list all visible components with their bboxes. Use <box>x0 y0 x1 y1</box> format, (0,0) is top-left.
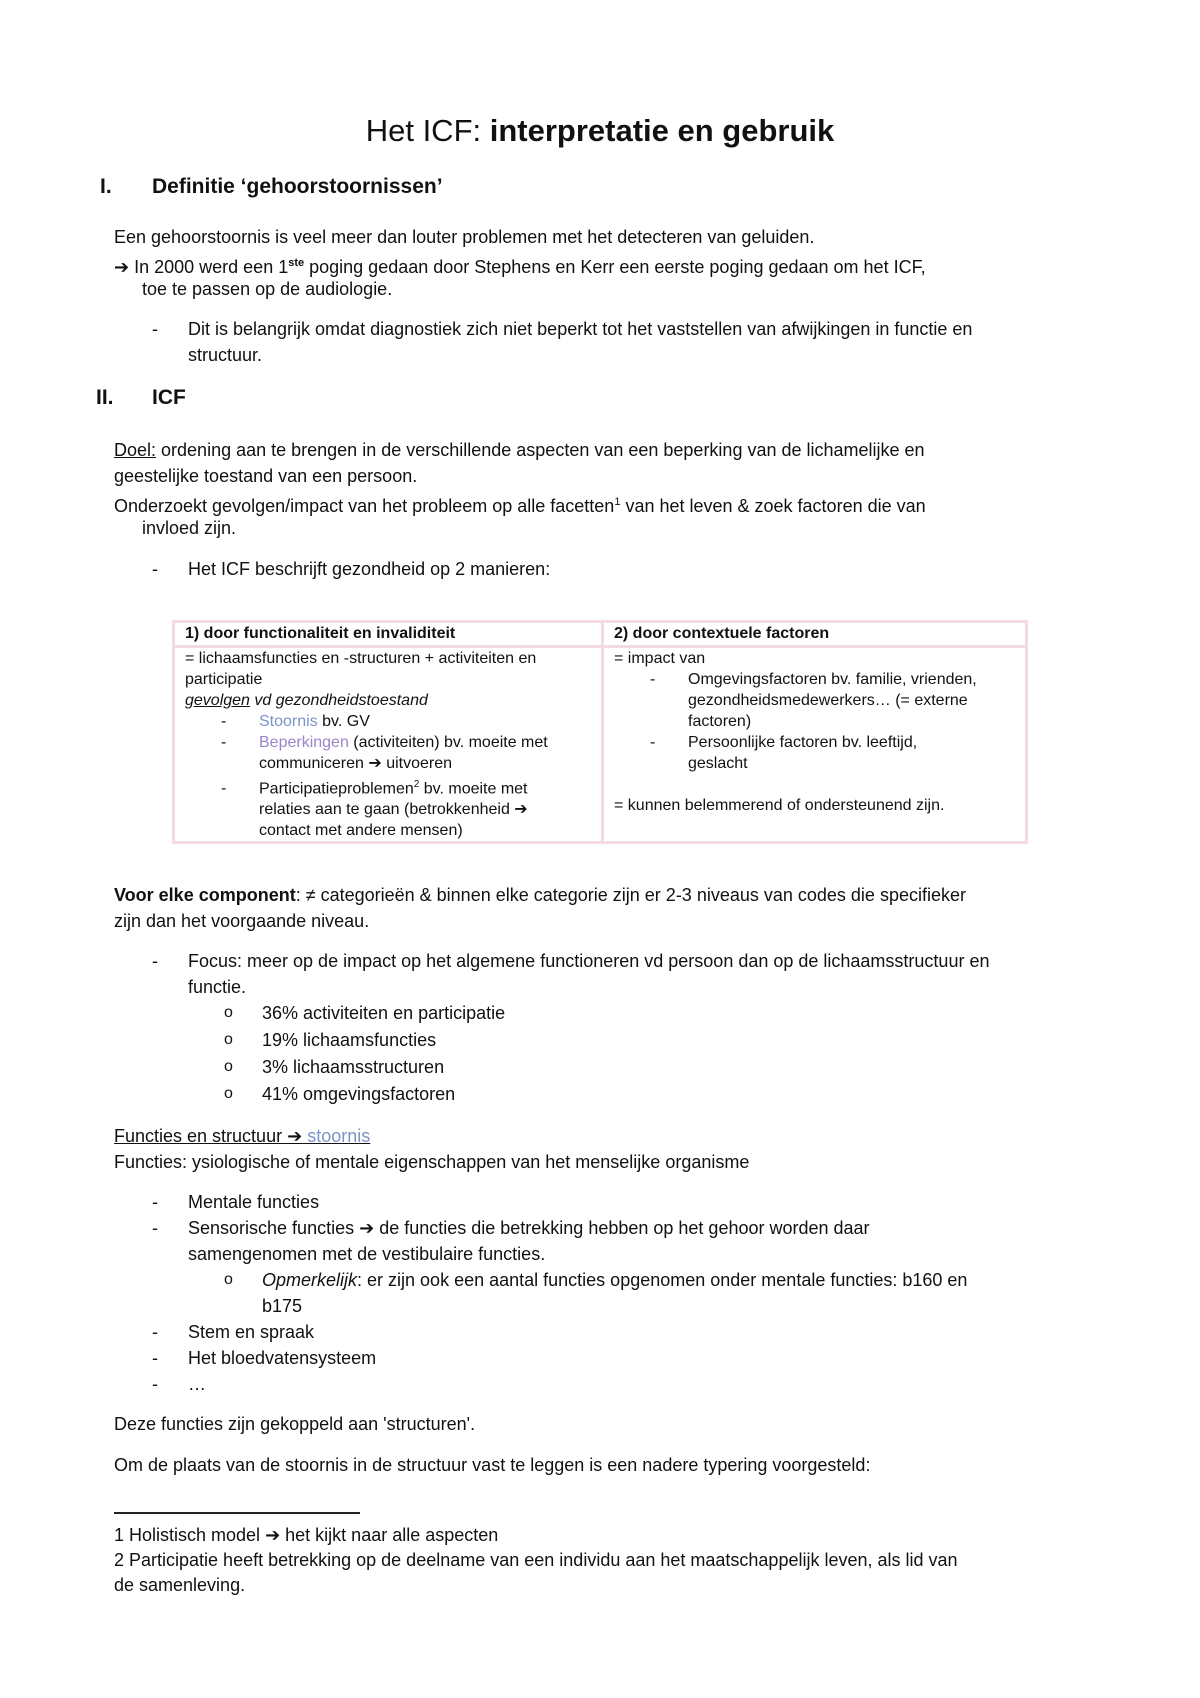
paragraph-stephens-kerr: ➔ In 2000 werd een 1ste poging gedaan door Stephens en Kerr een eerste poging gedaan om het ICF, <box>114 257 926 277</box>
bullet-diagnostiek: Dit is belangrijk omdat diagnostiek zich niet beperkt tot het vaststellen van afwijkingen in functie en <box>188 319 973 339</box>
paragraph-doel-cont: geestelijke toestand van een persoon. <box>114 466 418 486</box>
beperkingen-term: Beperkingen <box>259 734 349 751</box>
table-header-contextueel: 2) door contextuele factoren <box>603 622 1027 647</box>
bullet-dash: - <box>152 951 158 971</box>
stoornis-term: Stoornis <box>259 713 318 730</box>
sub-bullet: o <box>224 1085 233 1102</box>
stat-lichaamsfuncties: 19% lichaamsfuncties <box>262 1030 437 1050</box>
sub-bullet-opmerkelijk: Opmerkelijk: er zijn ook een aantal functies opgenomen onder mentale functies: b160 en <box>262 1270 968 1290</box>
paragraph-plaats-stoornis: Om de plaats van de stoornis in de structuur vast te leggen is een nadere typering voorgesteld: <box>114 1455 871 1475</box>
bullet-focus: Focus: meer op de impact op het algemene functioneren vd persoon dan op de lichaamsstructuur en <box>188 951 990 971</box>
bullet-dash: - <box>152 1218 158 1238</box>
bullet-icf-manieren: Het ICF beschrijft gezondheid op 2 manieren: <box>188 559 551 579</box>
sub-bullet: o <box>224 1271 233 1288</box>
paragraph-onderzoekt-cont: invloed zijn. <box>142 518 237 538</box>
footnote-2-cont: de samenleving. <box>114 1575 246 1595</box>
arrow-icon: ➔ <box>514 801 528 819</box>
table-header-functionaliteit: 1) door functionaliteit en invaliditeit <box>174 622 603 647</box>
table-cell-functionaliteit: = lichaamsfuncties en -structuren + activiteiten en participatie gevolgen vd gezondheidstoestand - Stoornis bv. GV - Beperkingen (activiteiten) bv. moeite met communiceren ➔ uitvoeren - Participatieproblemen$^2$ bv. moeite met relaties aan te gaan (betrokkenheid ➔ contact met andere mensen) <box>174 647 603 843</box>
paragraph-functies-def: Functies: ysiologische of mentale eigenschappen van het menselijke organisme <box>114 1152 750 1172</box>
arrow-icon: ➔ <box>114 257 130 277</box>
page-title: Het ICF: interpretatie en gebruik <box>365 113 835 148</box>
paragraph-stephens-kerr-cont: toe te passen op de audiologie. <box>142 279 393 299</box>
heading-functies-structuur: Functies en structuur ➔ stoornis <box>114 1126 371 1146</box>
bullet-dash: - <box>152 1322 158 1342</box>
paragraph-doel: Doel: ordening aan te brengen in de verschillende aspecten van een beperking van de lichamelijke en <box>114 440 925 460</box>
arrow-icon: ➔ <box>368 755 382 772</box>
bullet-bloedvatensysteem: Het bloedvatensysteem <box>188 1348 377 1368</box>
arrow-icon: ➔ <box>287 1126 303 1146</box>
section-1-number: I. <box>100 175 112 198</box>
sub-bullet: o <box>224 1004 233 1021</box>
paragraph-component-cont: zijn dan het voorgaande niveau. <box>114 911 370 931</box>
bullet-sensorische-functies: Sensorische functies ➔ de functies die betrekking hebben op het gehoor worden daar <box>188 1218 870 1238</box>
sub-bullet-opmerkelijk-cont: b175 <box>262 1296 303 1316</box>
paragraph-definition: Een gehoorstoornis is veel meer dan louter problemen met het detecteren van geluiden. <box>114 227 815 247</box>
bullet-dash: - <box>152 319 158 339</box>
paragraph-component: Voor elke component: ≠ categorieën & binnen elke categorie zijn er 2-3 niveaus van codes die specifieker <box>114 885 966 905</box>
sub-bullet: o <box>224 1058 233 1075</box>
bullet-dash: - <box>152 1348 158 1368</box>
bullet-mentale-functies: Mentale functies <box>188 1192 320 1212</box>
section-1-heading: Definitie ‘gehoorstoornissen’ <box>152 175 443 198</box>
bullet-dash: - <box>152 559 158 579</box>
bullet-dash: - <box>152 1374 158 1394</box>
arrow-icon: ➔ <box>265 1525 281 1545</box>
footnote-separator <box>114 1512 360 1514</box>
footnote-2: 2 Participatie heeft betrekking op de deelname van een individu aan het maatschappelijk leven, als lid van <box>114 1550 958 1570</box>
bullet-stem-spraak: Stem en spraak <box>188 1322 315 1342</box>
stat-omgevingsfactoren: 41% omgevingsfactoren <box>262 1084 456 1104</box>
table-cell-contextueel: = impact van - Omgevingsfactoren bv. familie, vrienden, gezondheidsmedewerkers… (= externe factoren) - Persoonlijke factoren bv. leeftijd, geslacht = kunnen belemmerend of ondersteunend zijn. <box>603 647 1027 843</box>
icf-table <box>172 620 1028 844</box>
section-2-heading: ICF <box>152 386 186 409</box>
stat-lichaamsstructuren: 3% lichaamsstructuren <box>262 1057 445 1077</box>
arrow-icon: ➔ <box>359 1218 375 1238</box>
bullet-diagnostiek-cont: structuur. <box>188 345 263 365</box>
bullet-focus-cont: functie. <box>188 977 247 997</box>
bullet-ellipsis: … <box>188 1374 206 1394</box>
footnote-1: 1 Holistisch model ➔ het kijkt naar alle aspecten <box>114 1525 499 1545</box>
paragraph-onderzoekt: Onderzoekt gevolgen/impact van het probleem op alle facetten$^1$ van het leven & zoek factoren die van <box>114 496 926 516</box>
paragraph-gekoppeld: Deze functies zijn gekoppeld aan 'structuren'. <box>114 1414 476 1434</box>
stat-activiteiten: 36% activiteiten en participatie <box>262 1003 506 1023</box>
section-2-number: II. <box>96 386 114 409</box>
sub-bullet: o <box>224 1031 233 1048</box>
bullet-dash: - <box>152 1192 158 1212</box>
bullet-sensorische-cont: samengenomen met de vestibulaire functies. <box>188 1244 546 1264</box>
